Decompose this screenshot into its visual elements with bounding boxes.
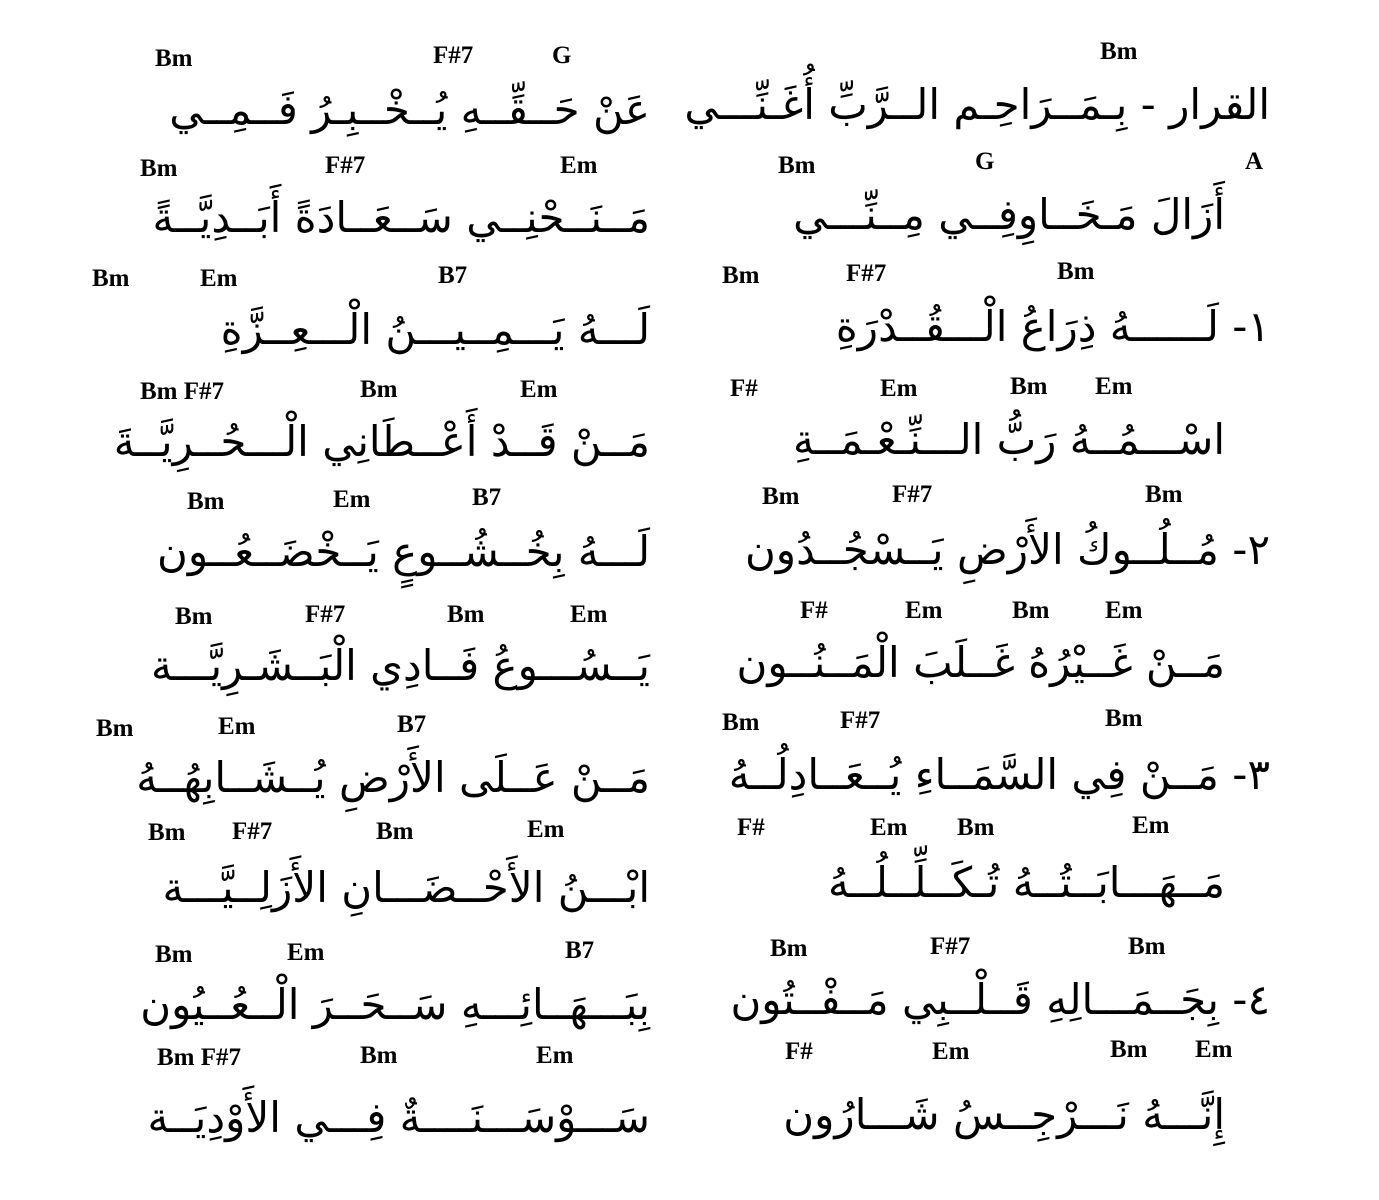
chord: Bm xyxy=(140,155,178,182)
chord: Em xyxy=(1105,597,1143,624)
chord: Bm xyxy=(175,603,213,630)
chord: B7 xyxy=(397,711,427,738)
chord: Bm xyxy=(770,935,808,962)
chord: F#7 xyxy=(846,260,887,287)
chord: Em xyxy=(287,939,325,966)
chord: Bm xyxy=(1012,597,1050,624)
chord: Bm xyxy=(722,709,760,736)
chord: F# xyxy=(730,375,758,402)
chord: Bm xyxy=(360,376,398,403)
chord: Em xyxy=(527,816,565,843)
lyric-line: لَـــهُ يَـــمِــيـــنُ الْـــعِــزَّةِ xyxy=(220,305,650,354)
lyric-line: عَنْ حَــقِّــهِ يُــخْــبِـرُ فَــمِــي xyxy=(169,85,650,134)
lyric-line: مَــنَــحْنِــي سَــعَــادَةً أَبَــدِيَّــةً xyxy=(152,193,650,242)
lyric-line: بِبَـــهَــائِـــهِ سَــحَــرَ الْــعُــيُون xyxy=(140,980,650,1029)
chord: Em xyxy=(333,486,371,513)
chord: F# xyxy=(800,597,828,624)
chord: B7 xyxy=(565,937,595,964)
lyric-line: مَــنْ غَــيْرُهُ غَــلَبَ الْمَــنُــون xyxy=(736,638,1225,687)
chord: Em xyxy=(560,152,598,179)
chord: Bm xyxy=(1128,933,1166,960)
lyric-line: مَــنْ قَــدْ أَعْــطَانِي الْـــحُــرِيَّــةَ xyxy=(113,417,650,466)
chord: Bm xyxy=(1145,481,1183,508)
chord: Bm xyxy=(155,45,193,72)
chord: Bm xyxy=(1100,38,1138,65)
chord: Bm xyxy=(96,715,134,742)
lyric-line: ٣- مَــنْ فِي السَّمَــاءِ يُــعَــادِلُــهُ xyxy=(728,750,1270,799)
chord: F#7 xyxy=(325,152,366,179)
chord: F#7 xyxy=(305,601,346,628)
chord: Bm xyxy=(92,265,130,292)
chord: F#7 xyxy=(840,707,881,734)
chord: G xyxy=(975,148,995,175)
chord: B7 xyxy=(438,262,468,289)
chord: F# xyxy=(785,1038,813,1065)
chord: Bm xyxy=(1010,373,1048,400)
left-column xyxy=(80,0,680,1200)
chord: Bm xyxy=(957,814,995,841)
chord: Bm xyxy=(360,1042,398,1069)
chord: B7 xyxy=(472,484,502,511)
chord: A xyxy=(1245,148,1264,175)
chord: Em xyxy=(1095,373,1133,400)
chord: Bm F#7 xyxy=(140,378,225,405)
chord: Bm xyxy=(376,818,414,845)
chord: Em xyxy=(1195,1036,1233,1063)
chord: F#7 xyxy=(232,818,273,845)
chord: F#7 xyxy=(892,481,933,508)
lyric-line: سَـــوْسَـــنَــــةٌ فِـــي الأَوْدِيَــة xyxy=(147,1093,650,1142)
chord: Bm xyxy=(187,488,225,515)
lyric-line: إِنَّـــهُ نَـــرْجِــسُ شَـــارُون xyxy=(783,1090,1225,1139)
chord: Em xyxy=(880,375,918,402)
chord: Em xyxy=(218,713,256,740)
lyric-line: مَــنْ عَــلَى الأَرْضِ يُــشَــابِهُــهُ xyxy=(136,753,650,802)
chord: Bm xyxy=(148,819,186,846)
lyric-line: اسْـــمُــهُ رَبُّ الـــنِّـعْـمَــةِ xyxy=(792,415,1225,464)
chord: Em xyxy=(932,1038,970,1065)
chord: Em xyxy=(536,1042,574,1069)
chord: F#7 xyxy=(930,933,971,960)
right-column xyxy=(684,0,1300,1200)
lyric-line: ٤- بِجَــمَـــالِهِ قَــلْــبِي مَــفْــتُون xyxy=(730,975,1270,1024)
lyric-line: أَزَالَ مَـخَــاوِفِــي مِــنِّـــي xyxy=(793,190,1225,239)
lyric-line: القرار - بِـمَــرَاحِـم الــرَّبِّ أُغَـنِّـــي xyxy=(684,80,1270,129)
chord: F#7 xyxy=(433,42,474,69)
chord: Em xyxy=(570,601,608,628)
chord: Em xyxy=(870,814,908,841)
chord: Em xyxy=(520,376,558,403)
chord: Bm xyxy=(1110,1036,1148,1063)
chord: Bm xyxy=(1057,258,1095,285)
lyric-line: يَــسُـــوعُ فَــادِي الْبَــشَـرِيَّـــة xyxy=(150,641,650,690)
lyric-line: ١- لَــــــهُ ذِرَاعُ الْـــقُــدْرَةِ xyxy=(835,302,1270,351)
chord: G xyxy=(552,42,572,69)
chord: F# xyxy=(737,814,765,841)
lyric-line: مَــهَـــابَــتُــهُ تُـكَــلِّــلُــهُ xyxy=(828,858,1225,907)
lyric-line: لَـــهُ بِخُــشُــوعٍ يَــخْضَــعُــون xyxy=(156,527,650,576)
chord: Bm xyxy=(1105,705,1143,732)
lyric-line: ٢- مُــلُــوكُ الأَرْضِ يَــسْجُــدُون xyxy=(744,525,1270,574)
chord: Em xyxy=(905,597,943,624)
chord: Bm xyxy=(447,601,485,628)
chord: Bm xyxy=(722,262,760,289)
chord: Bm xyxy=(778,152,816,179)
lyric-line: ابْـــنُ الأَحْــضَـــانِ الأَزَلِــيَّـــة xyxy=(162,863,650,912)
chord: Em xyxy=(200,265,238,292)
chord: Bm xyxy=(155,941,193,968)
chord: Bm xyxy=(762,483,800,510)
chord: Em xyxy=(1132,812,1170,839)
chord: Bm F#7 xyxy=(157,1044,242,1071)
